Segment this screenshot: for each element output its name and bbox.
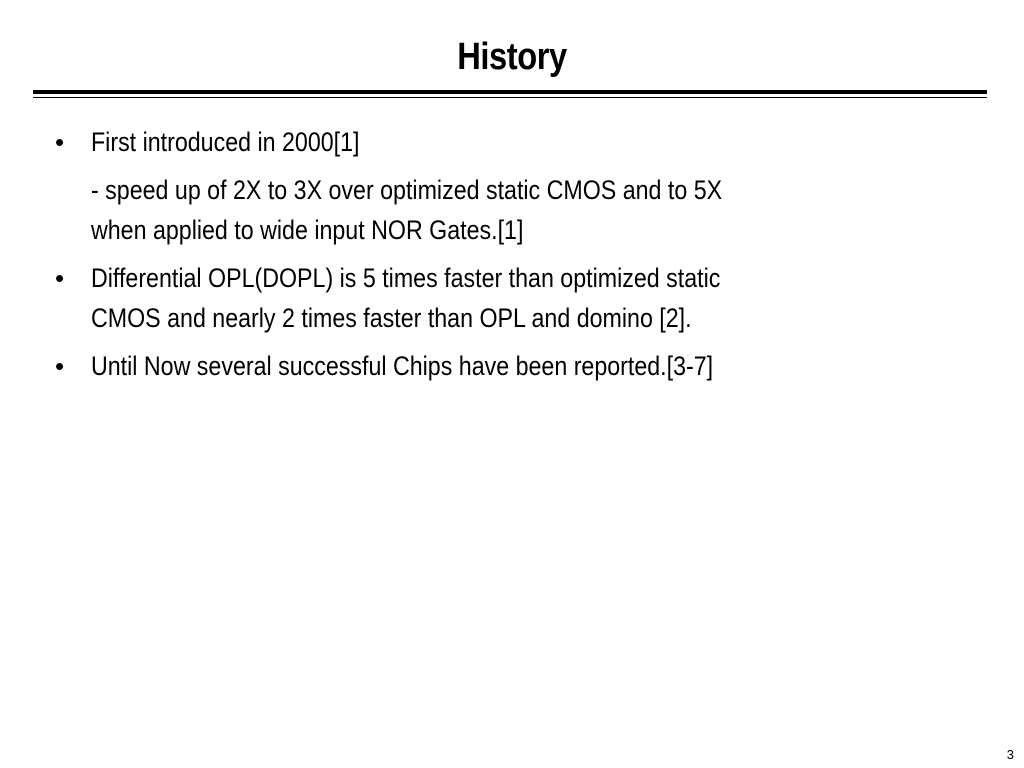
sub-paragraph-text: - speed up of 2X to 3X over optimized static CMOS and to 5X (91, 175, 723, 205)
bullet-item (0, 346, 1024, 386)
bullet-text: Differential OPL(DOPL) is 5 times faster than optimized static (91, 263, 721, 293)
title-underline-thick (33, 90, 987, 94)
sub-paragraph-line (0, 170, 1024, 210)
bullet-text: CMOS and nearly 2 times faster than OPL and domino [2]. (91, 303, 692, 333)
page-number: 3 (1006, 747, 1014, 762)
bullet-text: First introduced in 2000[1] (91, 127, 360, 157)
bullet-item (0, 122, 1024, 162)
title-underline-thin (33, 97, 987, 98)
slide-title: History (457, 36, 567, 78)
bullet-text: Until Now several successful Chips have been reported.[3-7] (91, 351, 714, 381)
bullet-marker: • (55, 127, 65, 157)
sub-paragraph-text: when applied to wide input NOR Gates.[1] (91, 215, 524, 245)
sub-paragraph-line (0, 210, 1024, 250)
bullet-item (0, 258, 1024, 298)
bullet-marker: • (55, 263, 65, 293)
bullet-marker: • (55, 351, 65, 381)
bullet-continuation (0, 298, 1024, 338)
slide-body (0, 122, 1024, 386)
